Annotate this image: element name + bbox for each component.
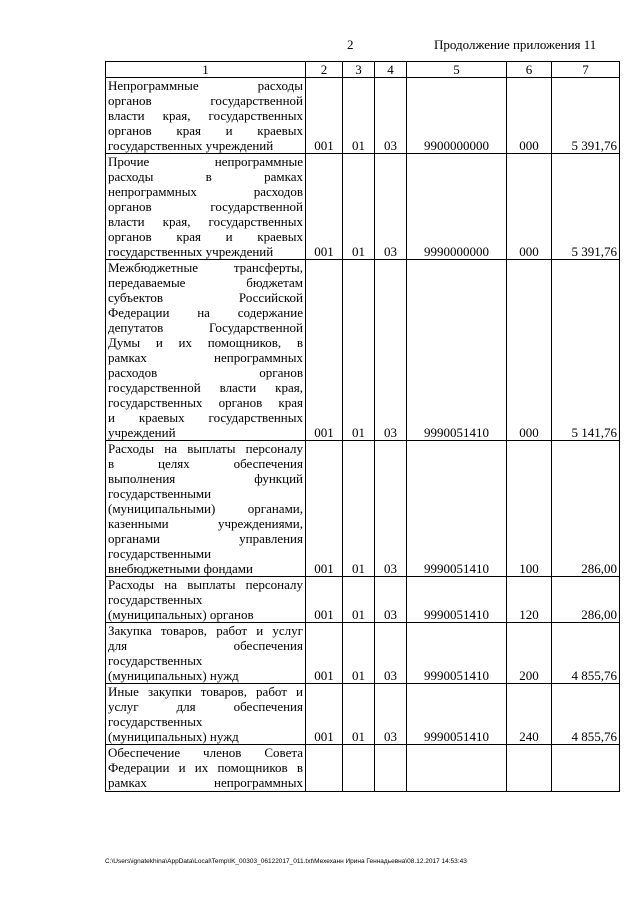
cell-code-2: 001 bbox=[306, 78, 343, 154]
row-description: Обеспечение членов Совета Федерации и их помощников в рамках непрограммных bbox=[106, 745, 306, 792]
table-row bbox=[106, 684, 620, 745]
cell-code-4: 03 bbox=[375, 684, 407, 745]
column-header: 2 bbox=[306, 62, 343, 78]
cell-amount: 4 855,76 bbox=[552, 623, 620, 684]
column-header: 4 bbox=[375, 62, 407, 78]
cell-code-5: 9990000000 bbox=[407, 154, 507, 260]
cell-code-6 bbox=[507, 745, 552, 792]
cell-amount: 5 391,76 bbox=[552, 154, 620, 260]
cell-code-2: 001 bbox=[306, 684, 343, 745]
cell-code-5: 9990051410 bbox=[407, 684, 507, 745]
column-header: 5 bbox=[407, 62, 507, 78]
cell-code-6: 100 bbox=[507, 441, 552, 577]
cell-code-2: 001 bbox=[306, 623, 343, 684]
column-header: 6 bbox=[507, 62, 552, 78]
cell-amount: 4 855,76 bbox=[552, 684, 620, 745]
cell-code-6: 000 bbox=[507, 260, 552, 441]
row-description: Непрограммные расходы органов государственной власти края, государственных органов края и краевых государственных учреждений bbox=[106, 78, 306, 154]
cell-code-5: 9990051410 bbox=[407, 577, 507, 623]
cell-code-3: 01 bbox=[343, 78, 375, 154]
budget-table bbox=[105, 61, 620, 792]
table-header-row bbox=[106, 62, 620, 78]
cell-code-5 bbox=[407, 745, 507, 792]
footer-file-path: C:\Users\ignatekhina\AppData\Local\Temp\IK_00303_06122017_011.txt\Мехеханн Ирина Геннадьевна\08.12.2017 14:53:43 bbox=[105, 858, 467, 865]
cell-code-2: 001 bbox=[306, 154, 343, 260]
column-header: 7 bbox=[552, 62, 620, 78]
cell-code-6: 000 bbox=[507, 78, 552, 154]
column-header: 1 bbox=[106, 62, 306, 78]
cell-code-2: 001 bbox=[306, 577, 343, 623]
cell-code-6: 000 bbox=[507, 154, 552, 260]
table-row bbox=[106, 78, 620, 154]
cell-code-3: 01 bbox=[343, 623, 375, 684]
cell-code-2 bbox=[306, 745, 343, 792]
cell-code-2: 001 bbox=[306, 441, 343, 577]
row-description: Расходы на выплаты персоналу государственных (муниципальных) органов bbox=[106, 577, 306, 623]
cell-code-3 bbox=[343, 745, 375, 792]
cell-code-3: 01 bbox=[343, 441, 375, 577]
cell-code-3: 01 bbox=[343, 577, 375, 623]
cell-amount bbox=[552, 745, 620, 792]
cell-code-4: 03 bbox=[375, 78, 407, 154]
table-row bbox=[106, 154, 620, 260]
cell-amount: 286,00 bbox=[552, 441, 620, 577]
continuation-title: Продолжение приложения 11 bbox=[434, 37, 597, 52]
cell-amount: 5 141,76 bbox=[552, 260, 620, 441]
table-row bbox=[106, 260, 620, 441]
row-description: Расходы на выплаты персоналу в целях обеспечения выполнения функций государственными (муниципальными) органами, казенными учреждениями, органами управления государственными внебюджетными фондами bbox=[106, 441, 306, 577]
table-row bbox=[106, 441, 620, 577]
row-description: Иные закупки товаров, работ и услуг для обеспечения государственных (муниципальных) нужд bbox=[106, 684, 306, 745]
cell-code-6: 200 bbox=[507, 623, 552, 684]
cell-code-3: 01 bbox=[343, 260, 375, 441]
table-row bbox=[106, 577, 620, 623]
table-row bbox=[106, 623, 620, 684]
cell-amount: 286,00 bbox=[552, 577, 620, 623]
cell-code-6: 240 bbox=[507, 684, 552, 745]
cell-code-4 bbox=[375, 745, 407, 792]
cell-code-3: 01 bbox=[343, 684, 375, 745]
cell-code-5: 9990051410 bbox=[407, 260, 507, 441]
row-description: Прочие непрограммные расходы в рамках непрограммных расходов органов государственной власти края, государственных органов края и краевых государственных учреждений bbox=[106, 154, 306, 260]
cell-code-2: 001 bbox=[306, 260, 343, 441]
column-header: 3 bbox=[343, 62, 375, 78]
table-row bbox=[106, 745, 620, 792]
cell-code-4: 03 bbox=[375, 623, 407, 684]
cell-amount: 5 391,76 bbox=[552, 78, 620, 154]
row-description: Закупка товаров, работ и услуг для обеспечения государственных (муниципальных) нужд bbox=[106, 623, 306, 684]
cell-code-6: 120 bbox=[507, 577, 552, 623]
page-number: 2 bbox=[347, 37, 354, 52]
cell-code-4: 03 bbox=[375, 260, 407, 441]
cell-code-5: 9990051410 bbox=[407, 623, 507, 684]
cell-code-4: 03 bbox=[375, 441, 407, 577]
row-description: Межбюджетные трансферты, передаваемые бюджетам субъектов Российской Федерации на содержание депутатов Государственной Думы и их помощников, в рамках непрограммных расходов органов государственной власти края, государственных органов края и краевых государственных учреждений bbox=[106, 260, 306, 441]
cell-code-4: 03 bbox=[375, 154, 407, 260]
cell-code-3: 01 bbox=[343, 154, 375, 260]
cell-code-5: 9900000000 bbox=[407, 78, 507, 154]
cell-code-4: 03 bbox=[375, 577, 407, 623]
cell-code-5: 9990051410 bbox=[407, 441, 507, 577]
